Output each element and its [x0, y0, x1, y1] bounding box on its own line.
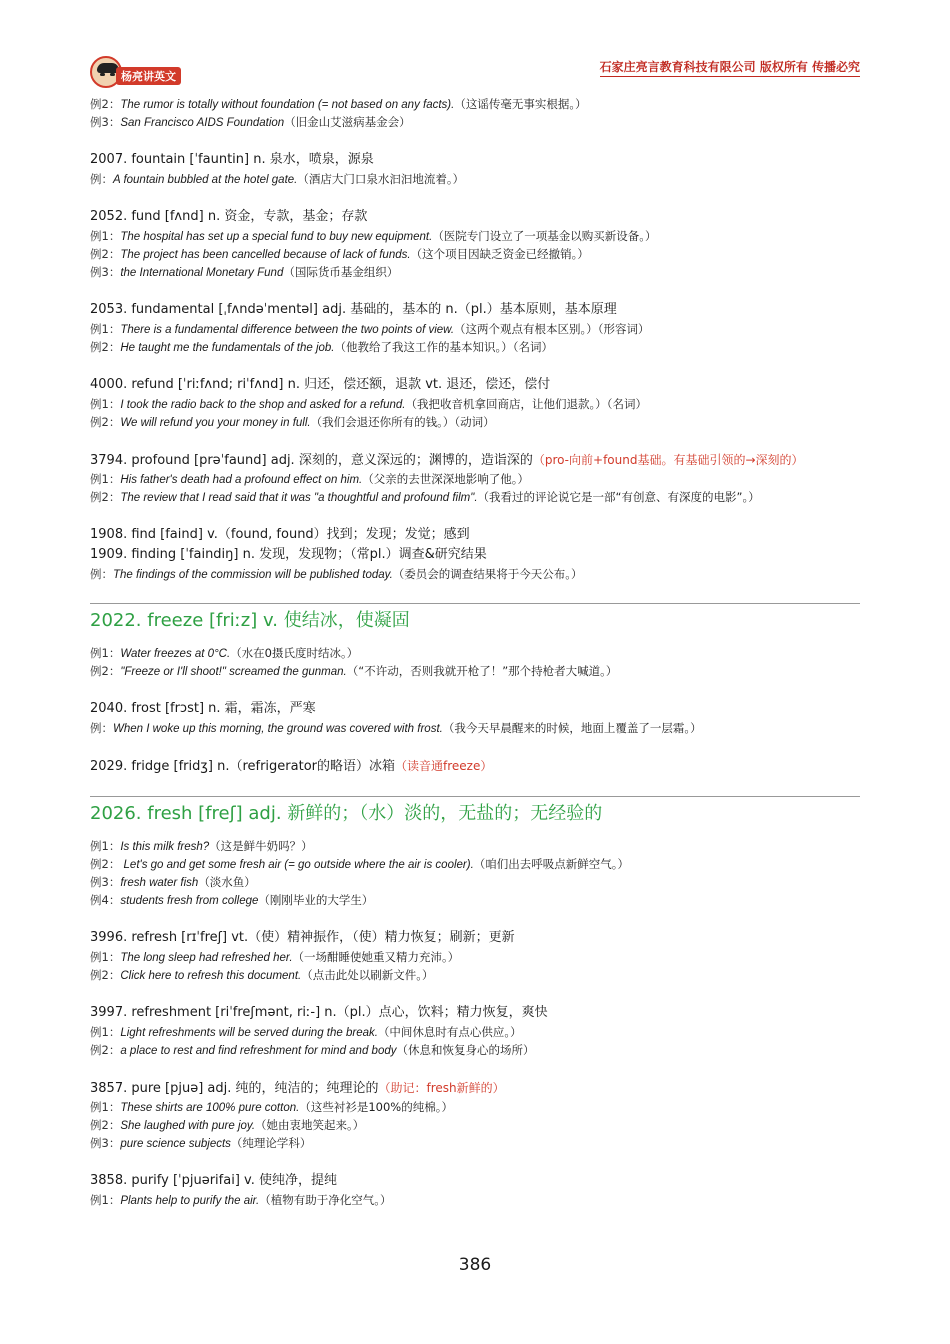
word-definition: 3997. refreshment [riˈfreʃmənt, riː-] n.（pl.）点心，饮料；精力恢复，爽快	[90, 1005, 548, 1020]
example-sentence	[90, 719, 860, 737]
word-definition: 3794. profound [prəˈfaund] adj. 深刻的，意义深远的；渊博的，造诣深的	[90, 453, 533, 468]
example-english: "Freeze or I'll shoot!" screamed the gunman.	[120, 666, 347, 678]
example-label: 例：	[90, 567, 113, 581]
example-translation: （这是鲜牛奶吗？）	[209, 839, 313, 853]
word-definition: 2052. fund [fʌnd] n. 资金，专款，基金；存款	[90, 209, 368, 224]
word-definition: 2007. fountain [ˈfauntin] n. 泉水，喷泉，源泉	[90, 152, 374, 167]
example-english: The long sleep had refreshed her.	[120, 952, 293, 964]
example-sentence	[90, 263, 860, 281]
example-sentence	[90, 966, 860, 984]
example-translation: （委员会的调查结果将于今天公布。）	[392, 567, 583, 581]
word-definition: 2029. fridge [fridʒ] n.（refrigerator的略语）冰箱	[90, 759, 396, 774]
example-english: I took the radio back to the shop and asked for a refund.	[120, 399, 406, 411]
example-english: the International Monetary Fund	[120, 267, 284, 279]
example-label: 例2：	[90, 664, 121, 678]
example-english: Is this milk fresh?	[120, 841, 210, 853]
word-definition: 1908. find [faind] v.（found, found）找到；发现；发觉；感到	[90, 527, 470, 542]
word-entry	[90, 300, 860, 320]
example-translation: （这个项目因缺乏资金已经撤销。）	[410, 247, 589, 261]
example-translation: （这谣传毫无事实根据。）	[454, 97, 587, 111]
word-definition: 4000. refund [ˈriːfʌnd; riˈfʌnd] n. 归还，偿还额，退款 vt. 退还，偿还，偿付	[90, 377, 551, 392]
example-english: students fresh from college	[120, 895, 259, 907]
word-entry	[90, 545, 860, 565]
word-definition: 3857. pure [pjuə] adj. 纯的，纯洁的；纯理论的	[90, 1081, 379, 1096]
example-label: 例：	[90, 172, 113, 186]
example-label: 例2：	[90, 490, 121, 504]
example-translation: （休息和恢复身心的场所）	[396, 1043, 535, 1057]
example-label: 例1：	[90, 646, 121, 660]
example-english: Plants help to purify the air.	[120, 1195, 260, 1207]
example-sentence	[90, 338, 860, 356]
example-translation: （旧金山艾滋病基金会）	[284, 115, 411, 129]
example-sentence	[90, 855, 860, 873]
word-entry	[90, 1078, 860, 1098]
example-english: The hospital has set up a special fund to buy new equipment.	[120, 231, 433, 243]
example-label: 例2：	[90, 1118, 121, 1132]
example-english: A fountain bubbled at the hotel gate.	[113, 174, 298, 186]
example-sentence	[90, 1023, 860, 1041]
key-word-heading: 2022. freeze [friːz] v. 使结冰，使凝固	[90, 610, 410, 631]
section-divider	[90, 603, 860, 604]
example-translation: （点击此处以刷新文件。）	[301, 968, 434, 982]
example-translation: （我今天早晨醒来的时候，地面上覆盖了一层霜。）	[442, 721, 702, 735]
example-sentence	[90, 488, 860, 506]
example-label: 例1：	[90, 839, 121, 853]
example-label: 例2：	[90, 97, 121, 111]
example-sentence	[90, 1116, 860, 1134]
example-translation: （“不许动，否则我就开枪了！”那个持枪者大喊道。）	[346, 664, 618, 678]
example-label: 例2：	[90, 968, 121, 982]
word-entry	[90, 450, 860, 470]
example-english: These shirts are 100% pure cotton.	[120, 1102, 300, 1114]
example-english: pure science subjects	[120, 1138, 231, 1150]
example-english: The findings of the commission will be published today.	[113, 569, 393, 581]
page-header	[0, 0, 950, 100]
example-english: The rumor is totally without foundation (= not based on any facts).	[120, 99, 455, 111]
example-english: There is a fundamental difference between the two points of view.	[120, 324, 455, 336]
word-entry	[90, 1003, 860, 1023]
example-translation: （我看过的评论说它是一部“有创意、有深度的电影”。）	[477, 490, 760, 504]
example-english: a place to rest and find refreshment for mind and body	[120, 1045, 397, 1057]
example-sentence	[90, 395, 860, 413]
example-sentence	[90, 837, 860, 855]
word-entry	[90, 525, 860, 545]
example-sentence	[90, 95, 860, 113]
example-label: 例2：	[90, 1043, 121, 1057]
example-translation: （一场酣睡使她重又精力充沛。）	[292, 950, 460, 964]
example-translation: （植物有助于净化空气。）	[259, 1193, 392, 1207]
example-label: 例3：	[90, 1136, 121, 1150]
example-english: The project has been cancelled because of lack of funds.	[120, 249, 411, 261]
word-entry	[90, 699, 860, 719]
word-entry	[90, 150, 860, 170]
example-english: She laughed with pure joy.	[120, 1120, 256, 1132]
example-sentence	[90, 320, 860, 338]
copyright-notice: 石家庄亮言教育科技有限公司 版权所有 传播必究	[600, 58, 860, 77]
word-entry	[90, 928, 860, 948]
example-translation: （刚刚毕业的大学生）	[258, 893, 374, 907]
brand-logo	[90, 52, 190, 92]
example-translation: （父亲的去世深深地影响了他。）	[362, 472, 530, 486]
example-sentence	[90, 413, 860, 431]
example-sentence	[90, 948, 860, 966]
example-sentence	[90, 644, 860, 662]
example-english: Click here to refresh this document.	[120, 970, 302, 982]
example-label: 例2：	[90, 415, 121, 429]
logo-text: 杨亮讲英文	[116, 67, 181, 85]
example-sentence	[90, 113, 860, 131]
example-sentence	[90, 891, 860, 909]
example-english: fresh water fish	[120, 877, 199, 889]
example-label: 例1：	[90, 322, 121, 336]
example-label: 例3：	[90, 265, 121, 279]
example-label: 例3：	[90, 115, 121, 129]
example-translation: （这些衬衫是100%的纯棉。）	[299, 1100, 453, 1114]
example-label: 例1：	[90, 229, 121, 243]
example-label: 例3：	[90, 875, 121, 889]
example-english: His father's death had a profound effect on him.	[120, 474, 363, 486]
example-translation: （咱们出去呼吸点新鲜空气。）	[473, 857, 630, 871]
example-label: 例1：	[90, 1025, 121, 1039]
example-english: He taught me the fundamentals of the job.	[120, 342, 335, 354]
section-divider	[90, 796, 860, 797]
example-sentence	[90, 170, 860, 188]
example-label: 例1：	[90, 1193, 121, 1207]
page-number: 386	[458, 1255, 492, 1275]
word-entry	[90, 756, 860, 776]
vocabulary-list	[90, 95, 860, 1209]
example-label: 例2：	[90, 340, 121, 354]
word-definition: 2040. frost [frɔst] n. 霜，霜冻，严寒	[90, 701, 316, 716]
example-english: We will refund you your money in full.	[120, 417, 311, 429]
example-sentence	[90, 245, 860, 263]
example-label: 例：	[90, 721, 113, 735]
example-label: 例1：	[90, 950, 121, 964]
example-translation: （淡水鱼）	[198, 875, 256, 889]
word-entry	[90, 1171, 860, 1191]
example-translation: （她由衷地笑起来。）	[255, 1118, 365, 1132]
example-translation: （这两个观点有根本区别。）（形容词）	[454, 322, 650, 336]
word-definition: 2053. fundamental [ˌfʌndəˈmentəl] adj. 基础的，基本的 n.（pl.）基本原则，基本原理	[90, 302, 617, 317]
example-sentence	[90, 470, 860, 488]
example-english: Water freezes at 0°C.	[120, 648, 231, 660]
example-translation: （国际货币基金组织）	[283, 265, 399, 279]
example-sentence	[90, 662, 860, 680]
example-label: 例1：	[90, 472, 121, 486]
example-label: 例4：	[90, 893, 121, 907]
example-label: 例2：	[90, 857, 121, 871]
example-sentence	[90, 227, 860, 245]
example-sentence	[90, 565, 860, 583]
key-word-heading: 2026. fresh [freʃ] adj. 新鲜的；（水）淡的，无盐的；无经验的	[90, 803, 603, 824]
example-translation: （医院专门设立了一项基金以购买新设备。）	[432, 229, 657, 243]
example-translation: （他教给了我这工作的基本知识。）（名词）	[334, 340, 553, 354]
mnemonic-note: （助记：fresh新鲜的）	[378, 1081, 505, 1095]
word-definition: 3858. purify [ˈpjuərifai] v. 使纯净，提纯	[90, 1173, 337, 1188]
example-sentence	[90, 1098, 860, 1116]
mnemonic-note: （读音通freeze）	[395, 759, 493, 773]
example-translation: （中间休息时有点心供应。）	[377, 1025, 522, 1039]
example-translation: （酒店大门口泉水汩汩地流着。）	[297, 172, 465, 186]
example-english: The review that I read said that it was "a thoughtful and profound film".	[120, 492, 478, 504]
example-sentence	[90, 1191, 860, 1209]
example-english: When I woke up this morning, the ground was covered with frost.	[113, 723, 443, 735]
example-english: San Francisco AIDS Foundation	[120, 117, 285, 129]
mnemonic-note: （pro-向前+found基础。有基础引领的→深刻的）	[532, 453, 804, 467]
example-label: 例1：	[90, 1100, 121, 1114]
example-english: Let's go and get some fresh air (= go outside where the air is cooler).	[120, 859, 474, 871]
word-entry	[90, 375, 860, 395]
example-sentence	[90, 1134, 860, 1152]
example-translation: （水在0摄氏度时结冰。）	[230, 646, 359, 660]
example-label: 例1：	[90, 397, 121, 411]
example-translation: （纯理论学科）	[230, 1136, 312, 1150]
example-translation: （我们会退还你所有的钱。）（动词）	[310, 415, 495, 429]
word-definition: 3996. refresh [rɪˈfreʃ] vt.（使）精神振作，（使）精力恢复；刷新；更新	[90, 930, 515, 945]
word-entry	[90, 207, 860, 227]
example-english: Light refreshments will be served during the break.	[120, 1027, 378, 1039]
example-label: 例2：	[90, 247, 121, 261]
word-definition: 1909. finding [ˈfaindiŋ] n. 发现，发现物；（常pl.）调查&研究结果	[90, 547, 487, 562]
example-translation: （我把收音机拿回商店，让他们退款。）（名词）	[405, 397, 647, 411]
example-sentence	[90, 1041, 860, 1059]
example-sentence	[90, 873, 860, 891]
